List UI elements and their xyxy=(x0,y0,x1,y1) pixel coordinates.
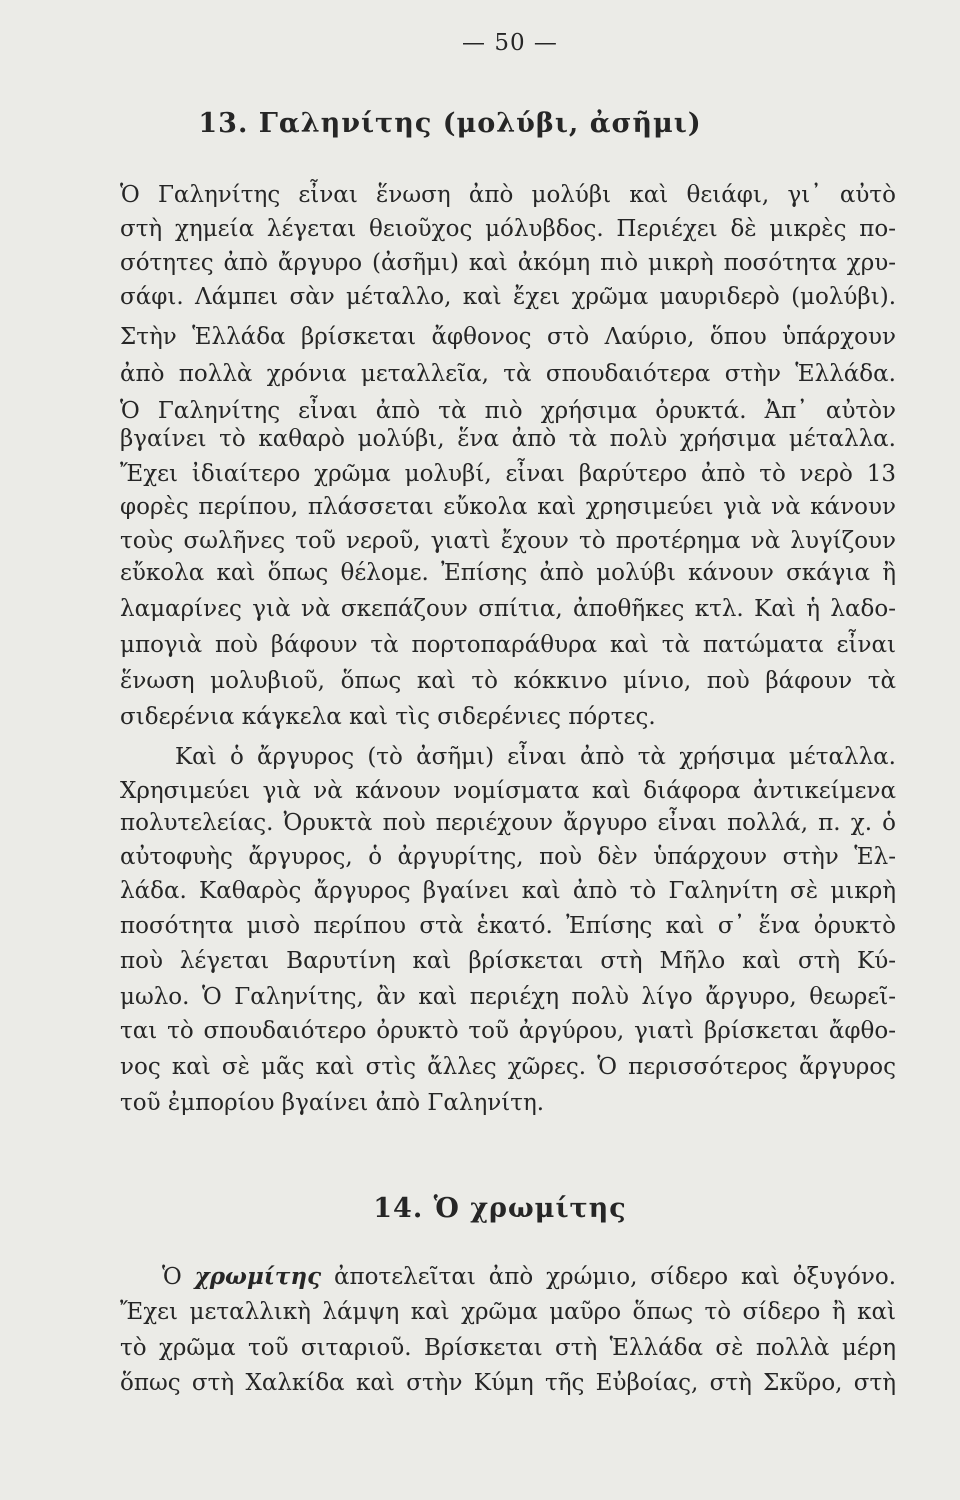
text-line: ἀπὸ πολλὰ χρόνια μεταλλεῖα, τὰ σπουδαιότερα στὴν Ἑλλάδα. xyxy=(120,361,896,387)
text-segment: Ὁ xyxy=(162,1264,182,1290)
text-line: σάφι. Λάμπει σὰν μέταλλο, καὶ ἔχει χρῶμα μαυριδερὸ (μολύβι). xyxy=(120,284,896,310)
text-line: ὅπως στὴ Χαλκίδα καὶ στὴν Κύμη τῆς Εὐβοίας, στὴ Σκῦρο, στὴ xyxy=(120,1370,896,1396)
text-segment: ἀποτελεῖται ἀπὸ χρώμιο, σίδερο καὶ ὀξυγόνο. xyxy=(333,1264,897,1290)
text-line: Στὴν Ἑλλάδα βρίσκεται ἄφθονος στὸ Λαύριο, ὅπου ὑπάρχουν xyxy=(120,324,896,350)
text-line: σότητες ἀπὸ ἄργυρο (ἀσῆμι) καὶ ἀκόμη πιὸ μικρὴ ποσότητα χρυ- xyxy=(120,250,896,276)
text-line: τοῦ ἐμπορίου βγαίνει ἀπὸ Γαληνίτη. xyxy=(120,1090,545,1116)
text-line: ἕνωση μολυβιοῦ, ὅπως καὶ τὸ κόκκινο μίνιο, ποὺ βάφουν τὰ xyxy=(120,668,896,694)
text-line: Ἔχει ἰδιαίτερο χρῶμα μολυβί, εἶναι βαρύτερο ἀπὸ τὸ νερὸ 13 xyxy=(120,461,896,487)
text-line: νος καὶ σὲ μᾶς καὶ στὶς ἄλλες χῶρες. Ὁ περισσότερος ἄργυρος xyxy=(120,1054,896,1080)
text-line: Ὁ Γαληνίτης εἶναι ἕνωση ἀπὸ μολύβι καὶ θειάφι, γι᾽ αὐτὸ xyxy=(120,182,896,208)
text-line: μωλο. Ὁ Γαληνίτης, ἂν καὶ περιέχη πολὺ λίγο ἄργυρο, θεωρεῖ- xyxy=(120,984,896,1010)
text-line: εὔκολα καὶ ὅπως θέλομε. Ἐπίσης ἀπὸ μολύβι κάνουν σκάγια ἢ xyxy=(120,560,896,586)
text-line: λάδα. Καθαρὸς ἄργυρος βγαίνει καὶ ἀπὸ τὸ Γαληνίτη σὲ μικρὴ xyxy=(120,878,896,904)
section-13-heading: 13. Γαληνίτης (μολύβι, ἀσῆμι) xyxy=(198,108,702,139)
text-line: τὸ χρῶμα τοῦ σιταριοῦ. Βρίσκεται στὴ Ἑλλάδα σὲ πολλὰ μέρη xyxy=(120,1335,896,1361)
text-line xyxy=(162,1262,896,1292)
text-line: μπογιὰ ποὺ βάφουν τὰ πορτοπαράθυρα καὶ τὰ πατώματα εἶναι xyxy=(120,632,896,658)
text-line: Ἔχει μεταλλικὴ λάμψη καὶ χρῶμα μαῦρο ὅπως τὸ σίδερο ἢ καὶ xyxy=(120,1299,896,1325)
text-line: σιδερένια κάγκελα καὶ τὶς σιδερένιες πόρτες. xyxy=(120,704,656,730)
text-line: ποσότητα μισὸ περίπου στὰ ἑκατό. Ἐπίσης καὶ σ᾽ ἕνα ὀρυκτὸ xyxy=(120,913,896,939)
text-line: στὴ χημεία λέγεται θειοῦχος μόλυβδος. Περιέχει δὲ μικρὲς πο- xyxy=(120,216,896,242)
text-line: φορὲς περίπου, πλάσσεται εὔκολα καὶ χρησιμεύει γιὰ νὰ κάνουν xyxy=(120,494,896,520)
text-line: Καὶ ὁ ἄργυρος (τὸ ἀσῆμι) εἶναι ἀπὸ τὰ χρήσιμα μέταλλα. xyxy=(175,744,896,770)
text-line: ποὺ λέγεται Βαρυτίνη καὶ βρίσκεται στὴ Μῆλο καὶ στὴ Κύ- xyxy=(120,948,896,974)
text-line: τοὺς σωλῆνες τοῦ νεροῦ, γιατὶ ἔχουν τὸ προτέρημα νὰ λυγίζουν xyxy=(120,528,896,554)
text-line: αὐτοφυὴς ἄργυρος, ὁ ἀργυρίτης, ποὺ δὲν ὑπάρχουν στὴν Ἑλ- xyxy=(120,844,896,870)
page-number: — 50 — xyxy=(462,30,558,56)
text-line: πολυτελείας. Ὀρυκτὰ ποὺ περιέχουν ἄργυρο εἶναι πολλά, π. χ. ὁ xyxy=(120,810,896,836)
text-line: Ὁ Γαληνίτης εἶναι ἀπὸ τὰ πιὸ χρήσιμα ὀρυκτά. Ἀπ᾽ αὐτὸν xyxy=(120,398,896,424)
text-line: βγαίνει τὸ καθαρὸ μολύβι, ἕνα ἀπὸ τὰ πολὺ χρήσιμα μέταλλα. xyxy=(120,426,896,452)
text-line: Χρησιμεύει γιὰ νὰ κάνουν νομίσματα καὶ διάφορα ἀντικείμενα xyxy=(120,778,896,804)
text-line: ται τὸ σπουδαιότερο ὀρυκτὸ τοῦ ἀργύρου, γιατὶ βρίσκεται ἄφθο- xyxy=(120,1018,896,1044)
text-line: λαμαρίνες γιὰ νὰ σκεπάζουν σπίτια, ἀποθῆκες κτλ. Καὶ ἡ λαδο- xyxy=(120,596,896,622)
term-chromite: χρωμίτης xyxy=(194,1263,322,1290)
section-14-heading: 14. Ὁ χρωμίτης xyxy=(373,1193,627,1224)
